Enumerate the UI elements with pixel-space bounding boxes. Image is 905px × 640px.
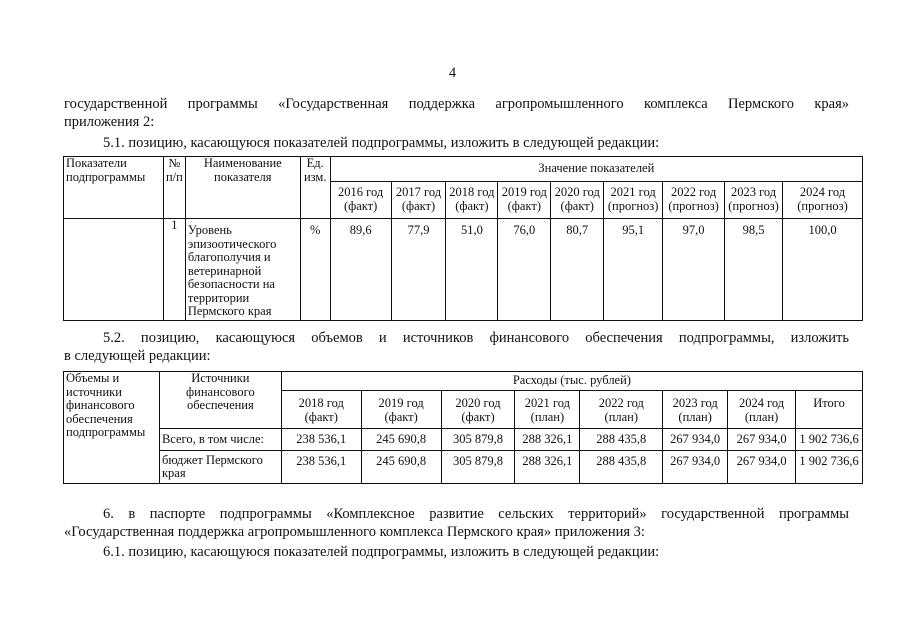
source-label: бюджет Пермского края <box>159 451 281 484</box>
expense-value: 267 934,0 <box>728 429 796 451</box>
year-header <box>783 182 863 219</box>
indicator-value: 98,5 <box>725 219 783 321</box>
year-header <box>498 182 551 219</box>
year-type: (факт) <box>401 198 436 213</box>
year-label: 2017 год <box>395 185 442 199</box>
year-header <box>551 182 604 219</box>
year-type: (план) <box>678 409 712 424</box>
paragraph-intro-line2: приложения 2: <box>64 114 155 130</box>
year-header <box>663 391 728 429</box>
expense-value: 238 536,1 <box>281 451 361 484</box>
year-type: (факт) <box>384 409 418 424</box>
year-header <box>281 391 361 429</box>
year-type: (факт) <box>560 198 594 213</box>
paragraph-5-1: 5.1. позицию, касающуюся показателей подпрограммы, изложить в следующей редакции: <box>103 135 660 151</box>
expense-value: 1 902 736,6 <box>796 451 863 484</box>
indicator-value: 97,0 <box>663 219 725 321</box>
indicator-value: 89,6 <box>330 219 391 321</box>
indicator-value: 77,9 <box>391 219 446 321</box>
indicators-table <box>63 156 863 321</box>
header-volumes: Объемы и источники финансового обеспечения подпрограммы <box>64 372 160 484</box>
header-indicators: Показатели подпрограммы <box>64 157 164 219</box>
header-unit: Ед. изм. <box>300 157 330 219</box>
header-num: № п/п <box>163 157 185 219</box>
header-sources: Источники финансового обеспечения <box>159 372 281 429</box>
year-header <box>663 182 725 219</box>
year-label: 2024 год <box>799 185 846 199</box>
year-label: 2020 год <box>455 396 501 410</box>
header-expenses: Расходы (тыс. рублей) <box>281 372 862 391</box>
expense-value: 305 879,8 <box>441 429 515 451</box>
year-label: 2019 год <box>378 396 424 410</box>
expense-value: 245 690,8 <box>361 451 441 484</box>
row-unit: % <box>300 219 330 321</box>
indicator-value: 80,7 <box>551 219 604 321</box>
year-type: (факт) <box>304 409 338 424</box>
indicator-value: 76,0 <box>498 219 551 321</box>
row-indicator-name: Уровень эпизоотического благополучия и ветеринарной безопасности на территории Пермского края <box>185 219 300 321</box>
year-label: 2018 год <box>298 396 344 410</box>
expense-value: 267 934,0 <box>663 451 728 484</box>
year-type: (факт) <box>507 198 541 213</box>
year-label: 2020 год <box>554 185 600 199</box>
year-type: (факт) <box>455 198 489 213</box>
year-label: 2021 год <box>524 396 570 410</box>
paragraph-6-line1: 6. в паспорте подпрограммы «Комплексное развитие сельских территорий» государственной программы <box>103 506 849 522</box>
source-label: Всего, в том числе: <box>159 429 281 451</box>
paragraph-6-1: 6.1. позицию, касающуюся показателей подпрограммы, изложить в следующей редакции: <box>103 544 660 560</box>
indicator-value: 100,0 <box>783 219 863 321</box>
year-label: 2024 год <box>738 396 785 410</box>
year-label: 2018 год <box>449 185 495 199</box>
year-header <box>441 391 515 429</box>
paragraph-5-2-line1: 5.2. позицию, касающуюся объемов и источников финансового обеспечения подпрограммы, изложить <box>103 330 849 346</box>
year-label: 2019 год <box>501 185 547 199</box>
financing-table <box>63 371 863 484</box>
paragraph-6-line2: «Государственная поддержка агропромышленного комплекса Пермского края» приложения 3: <box>64 524 645 540</box>
expense-value: 1 902 736,6 <box>796 429 863 451</box>
header-total: Итого <box>796 391 863 429</box>
year-type: (прогноз) <box>728 198 779 213</box>
year-label: 2022 год <box>670 185 717 199</box>
year-type: (факт) <box>343 198 378 213</box>
header-indicator-name: Наименование показателя <box>185 157 300 219</box>
expense-value: 288 326,1 <box>515 451 580 484</box>
row-subprogram-cell <box>64 219 164 321</box>
year-header <box>725 182 783 219</box>
year-type: (прогноз) <box>607 198 659 213</box>
paragraph-intro-line1: государственной программы «Государственная поддержка агропромышленного комплекса Пермского края» <box>64 96 849 112</box>
expense-value: 305 879,8 <box>441 451 515 484</box>
expense-value: 288 326,1 <box>515 429 580 451</box>
year-header <box>728 391 796 429</box>
page-number: 4 <box>448 65 457 81</box>
year-type: (прогноз) <box>668 198 719 213</box>
year-label: 2016 год <box>338 185 384 199</box>
year-label: 2023 год <box>730 185 777 199</box>
year-type: (прогноз) <box>797 198 848 213</box>
expense-value: 288 435,8 <box>580 429 663 451</box>
indicator-value: 95,1 <box>604 219 663 321</box>
year-label: 2023 год <box>672 396 718 410</box>
expense-value: 238 536,1 <box>281 429 361 451</box>
header-values: Значение показателей <box>330 157 862 182</box>
year-type: (план) <box>604 409 639 424</box>
year-header <box>515 391 580 429</box>
year-header <box>361 391 441 429</box>
expense-value: 267 934,0 <box>728 451 796 484</box>
year-label: 2022 год <box>598 396 644 410</box>
row-num: 1 <box>163 219 185 321</box>
expense-value: 288 435,8 <box>580 451 663 484</box>
year-type: (план) <box>530 409 565 424</box>
year-header <box>446 182 498 219</box>
paragraph-5-2-line2: в следующей редакции: <box>64 348 211 364</box>
year-header <box>604 182 663 219</box>
year-type: (факт) <box>461 409 495 424</box>
year-header <box>391 182 446 219</box>
year-header <box>330 182 391 219</box>
indicator-value: 51,0 <box>446 219 498 321</box>
expense-value: 245 690,8 <box>361 429 441 451</box>
year-type: (план) <box>744 409 779 424</box>
year-header <box>580 391 663 429</box>
year-label: 2021 год <box>610 185 656 199</box>
expense-value: 267 934,0 <box>663 429 728 451</box>
